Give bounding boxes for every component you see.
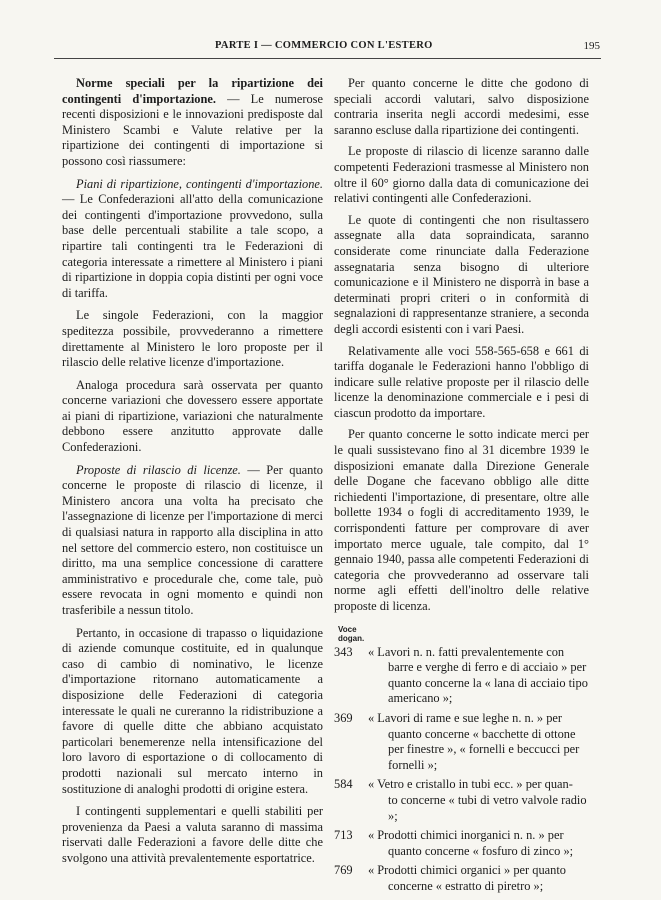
voce-description-cont: quanto concerne « fosfuro di zinco »; (388, 843, 574, 858)
section-text-norme: — Le numerose recenti disposizioni e le innovazioni predisposte dal Ministero Scambi e Valute relative per la ripartizione dei contingenti di importazione si possono così riassumere: (62, 91, 323, 168)
voce-description-cont: barre e verghe di ferro e di acciaio » per quanto concerne la « lana di acciaio tipo americano »; (388, 660, 588, 706)
voce-description: « Prodotti chimici inorganici n. n. » per (368, 828, 564, 843)
voce-header-line1: Voce (338, 624, 357, 634)
paragraph-voci-tariffa: Relativamente alle voci 558-565-658 e 661 di tariffa doganale le Federazioni hanno l'obbligo di indicare sulle relative proposte per il rilascio delle licenze la denominazione commerciale e i pesi di ciascun prodotto da importare. (334, 343, 589, 420)
paragraph-contingenti-supplementari: I contingenti supplementari e quelli stabiliti per provenienza da Paesi a valuta saranno di massima riservati dalle Federazioni a favore delle ditte che svolgono una attività prevalentemente esportatrice. (62, 804, 323, 865)
paragraph-piani (62, 177, 323, 302)
voce-header-line2: dogan. (338, 633, 365, 643)
list-item (334, 777, 589, 824)
section-heading-proposte: Proposte di rilascio di licenze. (76, 462, 241, 477)
voce-number: 584 (334, 777, 353, 792)
paragraph-merci: Per quanto concerne le sotto indicate merci per le quali sussistevano fino al 31 dicembre 1939 le disposizioni emanate dalla Direzione Generale delle Dogane che facevano obbligo alle ditte richiedenti l'importazione, di presentare, oltre alle bollette 1934 o fogli di accreditamento 1939, le corrispondenti fatture per comprovare di aver importato merce uguale, tale compito, dal 1° gennaio 1940, passa alle competenti Federazioni di categoria che provvederanno ad osservare tali norme agli effetti dell'inoltro delle relative proposte di licenza. (334, 427, 589, 613)
paragraph-pertanto: Pertanto, in occasione di trapasso o liquidazione di aziende comunque costituite, ed in qualunque caso di cambio di nominativo, le licenze d'importazione ritornano automaticamente a disposizione delle Federazioni di categoria interessate le quali ne cureranno la ridistribuzione a favore di quelle ditte che abbiano acquistato particolari benemerenze nella intensificazione del loro lavoro di esportazione o di collocamento di prodotti nazionali sul mercato interno in sostituzione di analoghi prodotti di origine estera. (62, 625, 323, 796)
voce-description-cont: concerne « estratto di piretro »; (388, 878, 544, 893)
paragraph-proposte-rilascio (62, 463, 323, 619)
page-number: 195 (583, 40, 600, 52)
voce-number: 343 (334, 644, 353, 659)
section-heading-norme: Norme speciali per la ripartizione dei contingenti d'importazione. (62, 76, 323, 106)
header-title: PARTE I — COMMERCIO CON L'ESTERO (215, 40, 433, 51)
section-text-piani: — Le Confederazioni all'atto della comunicazione dei contingenti d'importazione provvedono, sulla base delle percentuali stabilite a tale scopo, a ripartire tali contingenti tra le Federazioni di categoria interessate a rimettere al Ministero i piani di ripartizione in doppia copia distinti per ogni voce di tariffa. (62, 192, 323, 300)
paragraph-quote: Le quote di contingenti che non risultassero assegnate alla data sopraindicata, saranno considerate come rinunciate dalla Federazione assegnataria senza bisogno di ulteriore comunicazione e il Ministero ne disporrà in base a determinati propri criteri o in conformità di segnalazioni di rappresentanze straniere, a seconda degli accordi esistenti con i vari Paesi. (334, 212, 589, 336)
paragraph-ditte-accordi: Per quanto concerne le ditte che godono di speciali accordi valutari, salvo disposizione contraria inserita negli accordi medesimi, esse saranno escluse dalla ripartizione dei contingenti. (334, 76, 589, 137)
list-item (334, 645, 589, 707)
list-item (334, 828, 589, 859)
voce-description: « Prodotti chimici organici » per quanto (368, 863, 566, 878)
left-column (62, 76, 323, 874)
voce-description: « Lavori n. n. fatti prevalentemente con (368, 644, 565, 659)
running-header (60, 40, 600, 56)
right-column (334, 76, 589, 899)
header-rule (54, 58, 601, 59)
section-text-proposte: — Per quanto concerne le proposte di rilascio di licenze, il Ministero ancora una volta ha precisato che l'assegnazione di licenze per l'importazione di merci di qualsiasi natura in rapporto alla disciplina in atto nel settore del commercio estero, non costituisce un diritto, ma una semplice concessione di carattere amministrativo e procedurale che, come tale, può essere revocata in ogni momento e quindi non trasferibile a nessun titolo. (62, 462, 324, 617)
paragraph-proposte-federazioni: Le proposte di rilascio di licenze saranno dalle competenti Federazioni trasmesse al Ministero non oltre il 60° giorno dalla data di comunicazione dei relativi contingenti alle Confederazioni. (334, 144, 589, 206)
voce-number: 713 (334, 828, 353, 843)
paragraph-federazioni: Le singole Federazioni, con la maggior speditezza possibile, provvederanno a rimettere direttamente al Ministero le loro proposte per il rilascio delle relative licenze d'importazione. (62, 308, 323, 370)
paragraph-norme-speciali (62, 76, 323, 170)
voce-description: « Vetro e cristallo in tubi ecc. » per quan- (368, 777, 573, 792)
voce-description-cont: quanto concerne « bacchette di ottone per finestre », « fornelli e beccucci per fornelli »; (388, 726, 580, 772)
paragraph-analoga: Analoga procedura sarà osservata per quanto concerne variazioni che dovessero essere apportate ai piani di ripartizione, variazioni che naturalmente debbono essere anzitutto approvate dalle Confederazioni. (62, 377, 323, 455)
voce-number: 369 (334, 710, 353, 725)
voce-number: 769 (334, 863, 353, 878)
voce-description: « Lavori di rame e sue leghe n. n. » per (368, 710, 563, 725)
voce-column-header (338, 625, 589, 643)
voce-description-cont: to concerne « tubi di vetro valvole radio »; (388, 792, 587, 823)
list-item (334, 711, 589, 773)
list-item (334, 863, 589, 894)
section-heading-piani: Piani di ripartizione, contingenti d'importazione. (76, 176, 323, 191)
